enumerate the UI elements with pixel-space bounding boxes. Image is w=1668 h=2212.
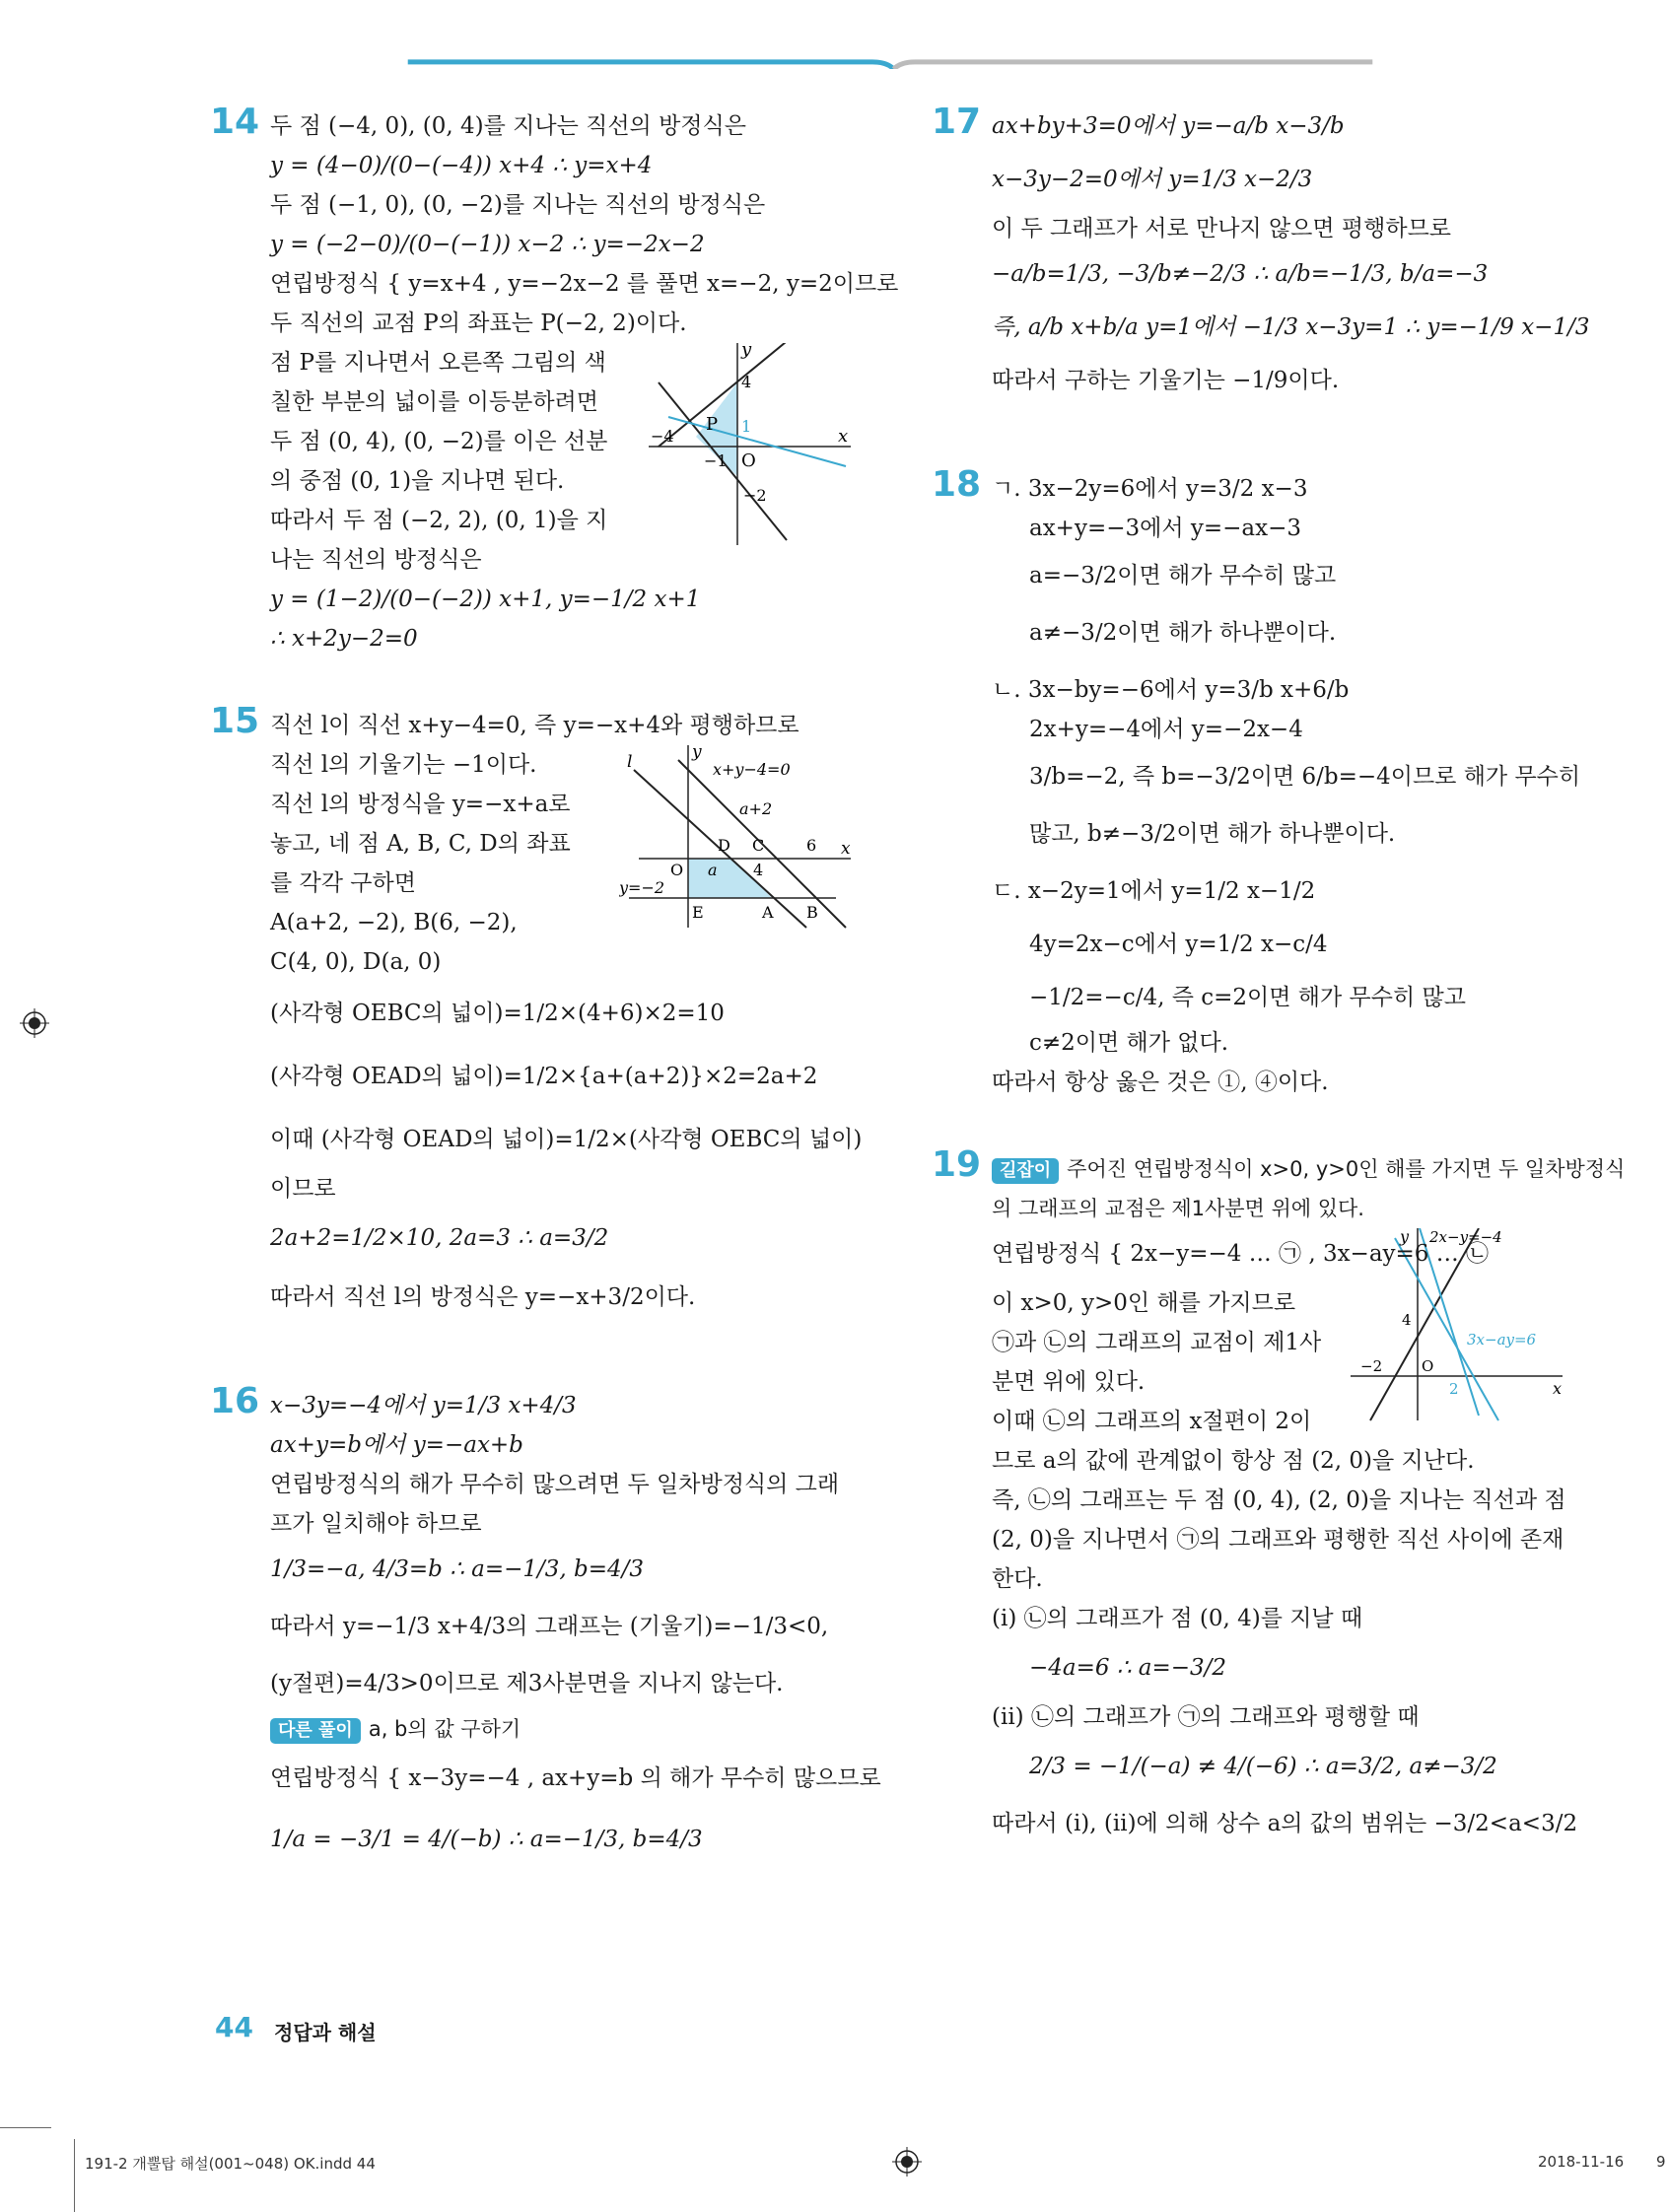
problem-number: 15 xyxy=(210,701,260,741)
hint-tag: 길잡이 xyxy=(992,1158,1059,1184)
fig15-label: A xyxy=(762,903,774,922)
text-line: 4y=2x−c에서 y=1/2 x−c/4 xyxy=(1029,932,1328,957)
fig14-label: −4 xyxy=(651,427,674,446)
text-line: ㉠과 ㉡의 그래프의 교점이 제1사 xyxy=(992,1330,1322,1355)
problem-number: 17 xyxy=(932,102,982,142)
text-line: 이때 ㉡의 그래프의 x절편이 2이 xyxy=(992,1409,1312,1434)
problem-number: 16 xyxy=(210,1381,260,1421)
hint-line xyxy=(992,1149,1626,1189)
text-line: 직선 l이 직선 x+y−4=0, 즉 y=−x+4와 평행하므로 xyxy=(270,713,799,738)
page-section-label: 정답과 해설 xyxy=(274,2021,377,2044)
text-line: 3/b=−2, 즉 b=−3/2이면 6/b=−4이므로 해가 무수히 xyxy=(1029,764,1581,790)
text-line: 를 각각 구하면 xyxy=(270,870,416,896)
text-line: 프가 일치해야 하므로 xyxy=(270,1511,482,1537)
text-line: 2x+y=−4에서 y=−2x−4 xyxy=(1029,717,1303,742)
fig15-label: x+y−4=0 xyxy=(713,760,791,779)
slug-date: 2018-11-16 xyxy=(1538,2153,1625,2171)
fig15-label: C xyxy=(752,836,765,855)
text-line: (y절편)=4/3>0이므로 제3사분면을 지나지 않는다. xyxy=(270,1671,784,1696)
equation-line: ax+by+3=0에서 y=−a/b x−3/b xyxy=(992,113,1345,139)
text-line: ㄱ. 3x−2y=6에서 y=3/2 x−3 xyxy=(992,476,1308,502)
figure-14-graph xyxy=(649,343,856,550)
text-line: 두 점 (−1, 0), (0, −2)를 지나는 직선의 방정식은 xyxy=(270,192,766,218)
equation-line: y = (−2−0)/(0−(−1)) x−2 ∴ y=−2x−2 xyxy=(270,232,705,257)
fig15-label: E xyxy=(692,903,704,922)
equation-line: x−3y=−4에서 y=1/3 x+4/3 xyxy=(270,1393,577,1418)
hint-text: 주어진 연립방정식이 x>0, y>0인 해를 가지면 두 일차방정식 xyxy=(1067,1157,1626,1181)
fig15-label: O xyxy=(670,861,684,879)
text-line: 연립방정식 { y=x+4 , y=−2x−2 를 풀면 x=−2, y=2이므로 xyxy=(270,271,899,297)
text-line: 따라서 (ⅰ), (ⅱ)에 의해 상수 a의 값의 범위는 −3/2<a<3/2 xyxy=(992,1811,1578,1836)
fig15-label: y=−2 xyxy=(619,878,665,897)
text-line: 이므로 xyxy=(270,1176,336,1202)
text-line: 이 두 그래프가 서로 만나지 않으면 평행하므로 xyxy=(992,216,1452,242)
problem-18 xyxy=(932,464,1581,1102)
text-line: 두 점 (−4, 0), (0, 4)를 지나는 직선의 방정식은 xyxy=(270,113,746,139)
text-line: ㄴ. 3x−by=−6에서 y=3/b x+6/b xyxy=(992,677,1350,703)
fig15-label: B xyxy=(806,903,818,922)
equation-line: −4a=6 ∴ a=−3/2 xyxy=(1029,1655,1227,1681)
text-line: a≠−3/2이면 해가 하나뿐이다. xyxy=(1029,620,1337,646)
problem-number: 19 xyxy=(932,1144,982,1185)
text-line: (사각형 OEBC의 넓이)=1/2×(4+6)×2=10 xyxy=(270,1001,725,1026)
crop-mark xyxy=(0,2127,51,2128)
text-line: 두 직선의 교점 P의 좌표는 P(−2, 2)이다. xyxy=(270,311,687,336)
text-line: (ⅰ) ㉡의 그래프가 점 (0, 4)를 지날 때 xyxy=(992,1606,1363,1631)
text-line: 따라서 구하는 기울기는 −1/9이다. xyxy=(992,368,1340,393)
hint-text-2: 의 그래프의 교점은 제1사분면 위에 있다. xyxy=(992,1197,1364,1220)
text-line: 따라서 두 점 (−2, 2), (0, 1)을 지 xyxy=(270,508,608,533)
problem-number: 18 xyxy=(932,464,982,505)
text-line: (사각형 OEAD의 넓이)=1/2×{a+(a+2)}×2=2a+2 xyxy=(270,1064,818,1089)
fig14-label: x xyxy=(838,426,849,447)
problem-17 xyxy=(932,102,1590,400)
registration-mark-icon xyxy=(20,1008,49,1038)
text-line: 직선 l의 기울기는 −1이다. xyxy=(270,752,537,778)
fig19-label: x xyxy=(1553,1379,1563,1398)
equation-line: x−3y−2=0에서 y=1/3 x−2/3 xyxy=(992,167,1313,192)
text-line: 놓고, 네 점 A, B, C, D의 좌표 xyxy=(270,831,571,857)
text-line: 따라서 y=−1/3 x+4/3의 그래프는 (기울기)=−1/3<0, xyxy=(270,1614,829,1639)
fig14-label: 4 xyxy=(741,373,752,391)
fig15-label: l xyxy=(627,752,633,772)
fig14-label: 1 xyxy=(741,417,752,436)
page-number: 44 xyxy=(215,2011,253,2043)
text-line: a=−3/2이면 해가 무수히 많고 xyxy=(1029,563,1337,588)
fig15-label: a+2 xyxy=(739,799,773,818)
text-line: 많고, b≠−3/2이면 해가 하나뿐이다. xyxy=(1029,821,1396,847)
equation-line: 2a+2=1/2×10, 2a=3 ∴ a=3/2 xyxy=(270,1225,609,1251)
figure-15-graph xyxy=(619,745,856,933)
text-line: 연립방정식 { 2x−y=−4 … ㉠ , 3x−ay=6 … ㉡ xyxy=(992,1241,1490,1267)
slug-edge: 9 xyxy=(1656,2153,1666,2171)
text-line: −1/2=−c/4, 즉 c=2이면 해가 무수히 많고 xyxy=(1029,985,1466,1010)
problem-number: 14 xyxy=(210,102,260,142)
text-line: ax+y=−3에서 y=−ax−3 xyxy=(1029,516,1301,541)
text-line: 직선 l의 방정식을 y=−x+a로 xyxy=(270,792,571,817)
text-line: 이 x>0, y>0인 해를 가지므로 xyxy=(992,1290,1296,1316)
left-column xyxy=(210,102,899,1906)
alt-solution-heading xyxy=(270,1709,856,1749)
fig15-label: x xyxy=(841,839,851,859)
equation-line: 1/3=−a, 4/3=b ∴ a=−1/3, b=4/3 xyxy=(270,1556,645,1582)
fig15-label: a xyxy=(708,861,718,879)
fig19-label: y xyxy=(1400,1228,1410,1246)
text-line: 분면 위에 있다. xyxy=(992,1369,1146,1395)
text-line: 연립방정식의 해가 무수히 많으려면 두 일차방정식의 그래 xyxy=(270,1472,840,1497)
text-line: 므로 a의 값에 관계없이 항상 점 (2, 0)을 지난다. xyxy=(992,1448,1475,1474)
alt-solution-title: a, b의 값 구하기 xyxy=(368,1717,521,1741)
problem-19 xyxy=(932,1144,1626,1843)
fig19-label: 3x−ay=6 xyxy=(1467,1331,1537,1348)
text-line: 두 점 (0, 4), (0, −2)를 이은 선분 xyxy=(270,429,608,454)
text-line: 점 P를 지나면서 오른쪽 그림의 색 xyxy=(270,350,606,376)
text-line: ㄷ. x−2y=1에서 y=1/2 x−1/2 xyxy=(992,878,1316,904)
fig19-label: 2 xyxy=(1449,1380,1459,1398)
text-line: 나는 직선의 방정식은 xyxy=(270,547,482,573)
registration-mark-icon xyxy=(892,2147,922,2177)
text-line: (ⅱ) ㉡의 그래프가 ㉠의 그래프와 평행할 때 xyxy=(992,1704,1420,1730)
fig14-label: P xyxy=(706,414,719,435)
equation-line: 즉, a/b x+b/a y=1에서 −1/3 x−3y=1 ∴ y=−1/9 x−1/3 xyxy=(992,314,1590,340)
text-line: 연립방정식 { x−3y=−4 , ax+y=b 의 해가 무수히 많으므로 xyxy=(270,1765,881,1791)
equation-line: ∴ x+2y−2=0 xyxy=(270,626,418,652)
text-line: 따라서 항상 옳은 것은 ①, ④이다. xyxy=(992,1070,1329,1095)
problem-14 xyxy=(210,102,899,658)
fig15-label: D xyxy=(718,836,730,855)
text-line: 칠한 부분의 넓이를 이등분하려면 xyxy=(270,389,598,415)
text-line: c≠2이면 해가 없다. xyxy=(1029,1030,1229,1056)
fig14-label: −1 xyxy=(704,451,728,470)
text-line: 의 중점 (0, 1)을 지나면 된다. xyxy=(270,468,565,494)
text-line: 따라서 직선 l의 방정식은 y=−x+3/2이다. xyxy=(270,1284,696,1310)
fig14-label: y xyxy=(741,343,752,360)
text-line: C(4, 0), D(a, 0) xyxy=(270,949,442,975)
equation-line: y = (1−2)/(0−(−2)) x+1, y=−1/2 x+1 xyxy=(270,587,701,612)
top-rule xyxy=(215,59,1565,69)
equation-line: ax+y=b에서 y=−ax+b xyxy=(270,1432,523,1458)
fig19-label: 2x−y=−4 xyxy=(1429,1228,1502,1246)
fig15-label: 4 xyxy=(753,861,764,879)
text-line: (2, 0)을 지나면서 ㉠의 그래프와 평행한 직선 사이에 존재 xyxy=(992,1527,1564,1553)
text-line: 한다. xyxy=(992,1566,1043,1592)
fig19-label: O xyxy=(1422,1357,1434,1375)
problem-15 xyxy=(210,701,863,1317)
slug-filename: 191-2 개뿔탑 해설(001~048) OK.indd 44 xyxy=(85,2155,376,2173)
text-line: 즉, ㉡의 그래프는 두 점 (0, 4), (2, 0)을 지나는 직선과 점 xyxy=(992,1487,1566,1513)
equation-line: 2/3 = −1/(−a) ≠ 4/(−6) ∴ a=3/2, a≠−3/2 xyxy=(1029,1754,1497,1779)
text-line: 이때 (사각형 OEAD의 넓이)=1/2×(사각형 OEBC의 넓이) xyxy=(270,1127,863,1152)
fig15-label: y xyxy=(692,745,702,762)
fig14-label: O xyxy=(741,450,756,471)
problem-16 xyxy=(210,1381,881,1859)
text-line: A(a+2, −2), B(6, −2), xyxy=(270,910,518,935)
equation-line: −a/b=1/3, −3/b≠−2/3 ∴ a/b=−1/3, b/a=−3 xyxy=(992,261,1489,287)
fig19-label: 4 xyxy=(1402,1311,1412,1329)
equation-line: 1/a = −3/1 = 4/(−b) ∴ a=−1/3, b=4/3 xyxy=(270,1827,703,1852)
fig14-label: −2 xyxy=(743,486,767,505)
alt-solution-tag: 다른 풀이 xyxy=(270,1718,361,1744)
right-column xyxy=(932,102,1626,1891)
fig15-label: 6 xyxy=(806,836,817,855)
crop-mark xyxy=(74,2139,75,2212)
equation-line: y = (4−0)/(0−(−4)) x+4 ∴ y=x+4 xyxy=(270,153,653,178)
fig19-label: −2 xyxy=(1360,1357,1383,1375)
